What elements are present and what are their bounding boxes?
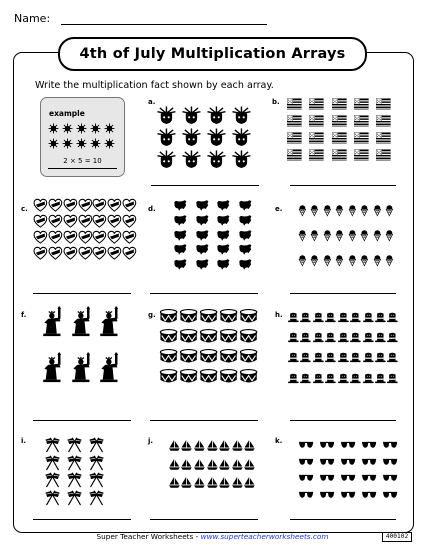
statue-of-liberty-icon bbox=[42, 355, 67, 380]
usa-map-icon bbox=[174, 229, 187, 242]
drum-icon bbox=[220, 327, 237, 344]
flag-icon bbox=[287, 114, 302, 129]
crossed-flags-icon bbox=[89, 490, 104, 505]
crossed-flags-icon bbox=[45, 490, 60, 505]
uncle-sam-hat-icon bbox=[350, 373, 361, 384]
statue-head-icon bbox=[157, 150, 176, 169]
ice-cream-icon bbox=[322, 205, 333, 216]
statue-head-icon bbox=[232, 150, 251, 169]
ice-cream-icon bbox=[334, 205, 345, 216]
usa-map-icon bbox=[217, 243, 230, 256]
heart-icon bbox=[64, 231, 77, 244]
answer-line[interactable] bbox=[290, 420, 396, 421]
flag-icon bbox=[332, 97, 347, 112]
firework-icon bbox=[90, 123, 101, 134]
sunglasses-icon bbox=[362, 456, 376, 470]
usa-map-icon bbox=[196, 229, 209, 242]
usa-map-icon bbox=[217, 258, 230, 271]
problem-label: k. bbox=[275, 437, 283, 445]
heart-icon bbox=[34, 199, 47, 212]
sailboat-icon bbox=[244, 459, 255, 470]
problem-label: c. bbox=[21, 205, 28, 213]
sunglasses-icon bbox=[341, 489, 355, 503]
uncle-sam-hat-icon bbox=[338, 312, 349, 323]
heart-icon bbox=[123, 231, 136, 244]
ice-cream-icon bbox=[372, 255, 383, 266]
uncle-sam-hat-icon bbox=[387, 332, 398, 343]
ice-cream-icon bbox=[384, 255, 395, 266]
firework-icon bbox=[90, 138, 101, 149]
heart-icon bbox=[34, 215, 47, 228]
uncle-sam-hat-icon bbox=[363, 332, 374, 343]
heart-icon bbox=[79, 215, 92, 228]
flag-icon bbox=[354, 114, 369, 129]
uncle-sam-hat-icon bbox=[338, 332, 349, 343]
sailboat-icon bbox=[194, 440, 205, 451]
ice-cream-icon bbox=[322, 255, 333, 266]
firework-icon bbox=[48, 138, 59, 149]
uncle-sam-hat-icon bbox=[325, 352, 336, 363]
example-label: example bbox=[49, 109, 85, 118]
heart-icon bbox=[34, 231, 47, 244]
ice-cream-icon bbox=[322, 230, 333, 241]
problem-label: h. bbox=[275, 311, 283, 319]
drum-icon bbox=[180, 367, 197, 384]
drum-icon bbox=[200, 347, 217, 364]
statue-of-liberty-icon bbox=[71, 309, 96, 334]
sunglasses-icon bbox=[320, 439, 334, 453]
drum-icon bbox=[160, 367, 177, 384]
firework-icon bbox=[62, 138, 73, 149]
statue-of-liberty-icon bbox=[42, 309, 67, 334]
flag-icon bbox=[376, 148, 391, 163]
firework-icon bbox=[48, 123, 59, 134]
ice-cream-icon bbox=[309, 255, 320, 266]
sailboat-icon bbox=[244, 440, 255, 451]
flag-icon bbox=[376, 131, 391, 146]
heart-icon bbox=[49, 231, 62, 244]
sailboat-icon bbox=[232, 440, 243, 451]
sailboat-icon bbox=[169, 477, 180, 488]
crossed-flags-icon bbox=[89, 472, 104, 487]
sunglasses-icon bbox=[362, 489, 376, 503]
heart-icon bbox=[64, 215, 77, 228]
worksheet-title: 4th of July Multiplication Arrays bbox=[58, 37, 367, 71]
usa-map-icon bbox=[217, 199, 230, 212]
statue-head-icon bbox=[232, 106, 251, 125]
sunglasses-icon bbox=[299, 456, 313, 470]
ice-cream-icon bbox=[347, 205, 358, 216]
uncle-sam-hat-icon bbox=[363, 312, 374, 323]
drum-icon bbox=[240, 367, 257, 384]
problem-label: a. bbox=[148, 98, 156, 106]
crossed-flags-icon bbox=[67, 472, 82, 487]
statue-head-icon bbox=[182, 106, 201, 125]
ice-cream-icon bbox=[384, 205, 395, 216]
answer-line[interactable] bbox=[33, 420, 131, 421]
heart-icon bbox=[79, 231, 92, 244]
uncle-sam-hat-icon bbox=[387, 312, 398, 323]
statue-head-icon bbox=[182, 128, 201, 147]
crossed-flags-icon bbox=[45, 437, 60, 452]
answer-line[interactable] bbox=[290, 293, 396, 294]
heart-icon bbox=[93, 199, 106, 212]
sunglasses-icon bbox=[341, 472, 355, 486]
uncle-sam-hat-icon bbox=[288, 373, 299, 384]
firework-icon bbox=[62, 123, 73, 134]
usa-map-icon bbox=[239, 243, 252, 256]
problem-label: d. bbox=[148, 205, 156, 213]
uncle-sam-hat-icon bbox=[350, 352, 361, 363]
uncle-sam-hat-icon bbox=[300, 332, 311, 343]
heart-icon bbox=[123, 199, 136, 212]
drum-icon bbox=[240, 347, 257, 364]
heart-icon bbox=[64, 247, 77, 260]
usa-map-icon bbox=[239, 214, 252, 227]
usa-map-icon bbox=[174, 199, 187, 212]
problem-label: i. bbox=[21, 437, 27, 445]
sailboat-icon bbox=[181, 459, 192, 470]
drum-icon bbox=[220, 307, 237, 324]
sunglasses-icon bbox=[341, 456, 355, 470]
usa-map-icon bbox=[239, 258, 252, 271]
sunglasses-icon bbox=[362, 439, 376, 453]
uncle-sam-hat-icon bbox=[375, 352, 386, 363]
problem-label: f. bbox=[21, 311, 27, 319]
flag-icon bbox=[287, 97, 302, 112]
sailboat-icon bbox=[181, 477, 192, 488]
uncle-sam-hat-icon bbox=[300, 373, 311, 384]
heart-icon bbox=[93, 215, 106, 228]
uncle-sam-hat-icon bbox=[325, 373, 336, 384]
sailboat-icon bbox=[232, 459, 243, 470]
drum-icon bbox=[180, 327, 197, 344]
statue-head-icon bbox=[157, 106, 176, 125]
flag-icon bbox=[309, 131, 324, 146]
problem-label: e. bbox=[275, 205, 283, 213]
name-line[interactable] bbox=[61, 24, 267, 25]
drum-icon bbox=[200, 327, 217, 344]
firework-icon bbox=[76, 123, 87, 134]
uncle-sam-hat-icon bbox=[375, 312, 386, 323]
heart-icon bbox=[79, 247, 92, 260]
footer bbox=[0, 532, 425, 541]
flag-icon bbox=[376, 97, 391, 112]
flag-icon bbox=[309, 148, 324, 163]
flag-icon bbox=[332, 131, 347, 146]
drum-icon bbox=[220, 367, 237, 384]
drum-icon bbox=[180, 307, 197, 324]
instructions: Write the multiplication fact shown by each array. bbox=[35, 80, 274, 91]
heart-icon bbox=[34, 247, 47, 260]
crossed-flags-icon bbox=[67, 455, 82, 470]
statue-head-icon bbox=[207, 106, 226, 125]
usa-map-icon bbox=[239, 199, 252, 212]
example-answer-line bbox=[48, 168, 117, 169]
ice-cream-icon bbox=[334, 255, 345, 266]
drum-icon bbox=[240, 307, 257, 324]
ice-cream-icon bbox=[309, 230, 320, 241]
uncle-sam-hat-icon bbox=[350, 332, 361, 343]
uncle-sam-hat-icon bbox=[325, 312, 336, 323]
flag-icon bbox=[332, 148, 347, 163]
answer-line[interactable] bbox=[151, 185, 259, 186]
flag-icon bbox=[354, 97, 369, 112]
footer-url[interactable]: www.superteacherworksheets.com bbox=[200, 532, 329, 541]
heart-icon bbox=[108, 231, 121, 244]
uncle-sam-hat-icon bbox=[363, 373, 374, 384]
ice-cream-icon bbox=[297, 230, 308, 241]
sunglasses-icon bbox=[299, 472, 313, 486]
uncle-sam-hat-icon bbox=[300, 312, 311, 323]
problem-label: g. bbox=[148, 311, 156, 319]
uncle-sam-hat-icon bbox=[375, 373, 386, 384]
sailboat-icon bbox=[169, 440, 180, 451]
statue-head-icon bbox=[157, 128, 176, 147]
ice-cream-icon bbox=[359, 230, 370, 241]
example-fact: 2 × 5 = 10 bbox=[63, 157, 102, 165]
answer-line[interactable] bbox=[150, 293, 258, 294]
statue-head-icon bbox=[207, 150, 226, 169]
heart-icon bbox=[64, 199, 77, 212]
heart-icon bbox=[123, 247, 136, 260]
worksheet-code: 400102 bbox=[382, 532, 412, 542]
flag-icon bbox=[354, 148, 369, 163]
sailboat-icon bbox=[194, 477, 205, 488]
statue-of-liberty-icon bbox=[99, 309, 124, 334]
crossed-flags-icon bbox=[89, 437, 104, 452]
ice-cream-icon bbox=[384, 230, 395, 241]
uncle-sam-hat-icon bbox=[338, 352, 349, 363]
crossed-flags-icon bbox=[45, 472, 60, 487]
uncle-sam-hat-icon bbox=[338, 373, 349, 384]
ice-cream-icon bbox=[309, 205, 320, 216]
ice-cream-icon bbox=[359, 205, 370, 216]
answer-line[interactable] bbox=[150, 519, 258, 520]
heart-icon bbox=[108, 247, 121, 260]
heart-icon bbox=[108, 199, 121, 212]
sailboat-icon bbox=[169, 459, 180, 470]
answer-line[interactable] bbox=[290, 185, 396, 186]
sunglasses-icon bbox=[383, 472, 397, 486]
usa-map-icon bbox=[196, 243, 209, 256]
crossed-flags-icon bbox=[89, 455, 104, 470]
sunglasses-icon bbox=[341, 439, 355, 453]
flag-icon bbox=[332, 114, 347, 129]
answer-line[interactable] bbox=[290, 519, 396, 520]
answer-line[interactable] bbox=[33, 293, 131, 294]
heart-icon bbox=[49, 215, 62, 228]
sailboat-icon bbox=[181, 440, 192, 451]
problem-label: b. bbox=[272, 98, 280, 106]
statue-of-liberty-icon bbox=[99, 355, 124, 380]
uncle-sam-hat-icon bbox=[375, 332, 386, 343]
sailboat-icon bbox=[244, 477, 255, 488]
uncle-sam-hat-icon bbox=[288, 332, 299, 343]
usa-map-icon bbox=[174, 243, 187, 256]
heart-icon bbox=[93, 247, 106, 260]
crossed-flags-icon bbox=[67, 437, 82, 452]
uncle-sam-hat-icon bbox=[387, 373, 398, 384]
firework-icon bbox=[76, 138, 87, 149]
problem-label: j. bbox=[148, 437, 154, 445]
ice-cream-icon bbox=[372, 205, 383, 216]
flag-icon bbox=[287, 131, 302, 146]
sunglasses-icon bbox=[383, 456, 397, 470]
uncle-sam-hat-icon bbox=[300, 352, 311, 363]
drum-icon bbox=[240, 327, 257, 344]
heart-icon bbox=[93, 231, 106, 244]
ice-cream-icon bbox=[347, 230, 358, 241]
uncle-sam-hat-icon bbox=[313, 312, 324, 323]
drum-icon bbox=[160, 347, 177, 364]
usa-map-icon bbox=[174, 258, 187, 271]
sunglasses-icon bbox=[383, 489, 397, 503]
sailboat-icon bbox=[219, 459, 230, 470]
heart-icon bbox=[49, 247, 62, 260]
drum-icon bbox=[160, 327, 177, 344]
flag-icon bbox=[376, 114, 391, 129]
uncle-sam-hat-icon bbox=[363, 352, 374, 363]
usa-map-icon bbox=[239, 229, 252, 242]
firework-icon bbox=[104, 138, 115, 149]
heart-icon bbox=[123, 215, 136, 228]
usa-map-icon bbox=[217, 214, 230, 227]
sailboat-icon bbox=[219, 440, 230, 451]
heart-icon bbox=[108, 215, 121, 228]
crossed-flags-icon bbox=[45, 455, 60, 470]
drum-icon bbox=[200, 367, 217, 384]
footer-brand: Super Teacher Worksheets - bbox=[96, 532, 201, 541]
uncle-sam-hat-icon bbox=[288, 312, 299, 323]
sailboat-icon bbox=[194, 459, 205, 470]
ice-cream-icon bbox=[297, 255, 308, 266]
sunglasses-icon bbox=[320, 456, 334, 470]
drum-icon bbox=[160, 307, 177, 324]
crossed-flags-icon bbox=[67, 490, 82, 505]
name-label: Name: bbox=[14, 12, 51, 25]
uncle-sam-hat-icon bbox=[313, 373, 324, 384]
sunglasses-icon bbox=[320, 472, 334, 486]
answer-line[interactable] bbox=[150, 420, 258, 421]
drum-icon bbox=[220, 347, 237, 364]
usa-map-icon bbox=[217, 229, 230, 242]
ice-cream-icon bbox=[372, 230, 383, 241]
ice-cream-icon bbox=[297, 205, 308, 216]
statue-head-icon bbox=[182, 150, 201, 169]
ice-cream-icon bbox=[347, 255, 358, 266]
sailboat-icon bbox=[207, 477, 218, 488]
sailboat-icon bbox=[232, 477, 243, 488]
sailboat-icon bbox=[207, 459, 218, 470]
sunglasses-icon bbox=[383, 439, 397, 453]
statue-of-liberty-icon bbox=[71, 355, 96, 380]
sunglasses-icon bbox=[299, 439, 313, 453]
sunglasses-icon bbox=[320, 489, 334, 503]
usa-map-icon bbox=[174, 214, 187, 227]
uncle-sam-hat-icon bbox=[313, 352, 324, 363]
heart-icon bbox=[49, 199, 62, 212]
uncle-sam-hat-icon bbox=[313, 332, 324, 343]
usa-map-icon bbox=[196, 258, 209, 271]
answer-line[interactable] bbox=[33, 519, 131, 520]
flag-icon bbox=[354, 131, 369, 146]
sunglasses-icon bbox=[362, 472, 376, 486]
statue-head-icon bbox=[232, 128, 251, 147]
uncle-sam-hat-icon bbox=[325, 332, 336, 343]
flag-icon bbox=[287, 148, 302, 163]
example-box bbox=[40, 97, 125, 177]
ice-cream-icon bbox=[359, 255, 370, 266]
sailboat-icon bbox=[219, 477, 230, 488]
drum-icon bbox=[180, 347, 197, 364]
drum-icon bbox=[200, 307, 217, 324]
flag-icon bbox=[309, 97, 324, 112]
uncle-sam-hat-icon bbox=[350, 312, 361, 323]
uncle-sam-hat-icon bbox=[288, 352, 299, 363]
ice-cream-icon bbox=[334, 230, 345, 241]
sunglasses-icon bbox=[299, 489, 313, 503]
statue-head-icon bbox=[207, 128, 226, 147]
usa-map-icon bbox=[196, 214, 209, 227]
heart-icon bbox=[79, 199, 92, 212]
uncle-sam-hat-icon bbox=[387, 352, 398, 363]
flag-icon bbox=[309, 114, 324, 129]
sailboat-icon bbox=[207, 440, 218, 451]
usa-map-icon bbox=[196, 199, 209, 212]
firework-icon bbox=[104, 123, 115, 134]
